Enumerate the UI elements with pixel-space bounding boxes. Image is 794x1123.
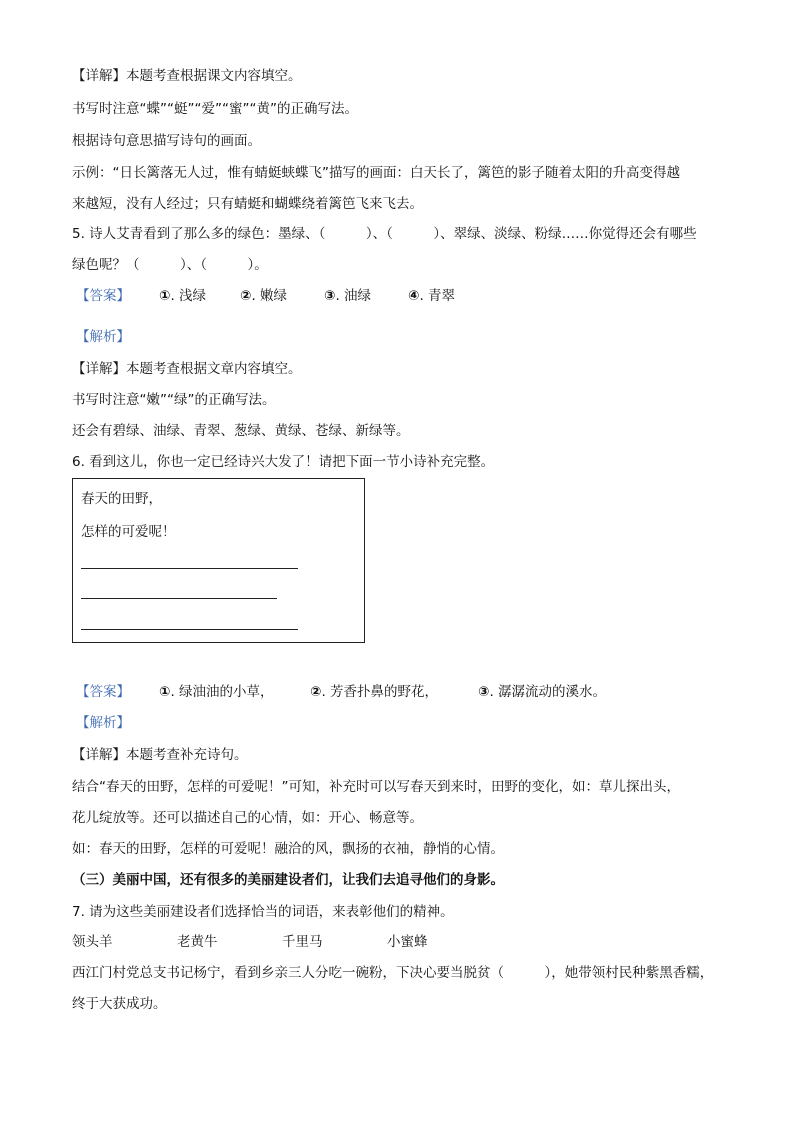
q6-example: 如：春天的田野，怎样的可爱呢！融洽的风，飘扬的衣袖，静悄的心情。	[72, 841, 504, 857]
q7-question: 7. 请为这些美丽建设者们选择恰当的词语，来表彰他们的精神。	[72, 904, 454, 920]
answer-item: ②. 芳香扑鼻的野花，	[310, 684, 439, 700]
word-option: 小蜜蜂	[387, 934, 428, 950]
word-option: 千里马	[282, 934, 323, 950]
q6-explanation-line-1: 结合“春天的田野，怎样的可爱呢！”可知，补充时可以写春天到来时，田野的变化，如：草儿探出头，	[72, 779, 680, 795]
q4-writing-note: 书写时注意“蝶”“蜓”“爱”“蜜”“黄”的正确写法。	[72, 101, 358, 117]
q4-example-line-1: 示例：“日长篱落无人过，惟有蜻蜓蛱蝶飞”描写的画面：白天长了，篱笆的影子随着太阳的升高变得越	[72, 165, 680, 181]
word-option: 领头羊	[72, 934, 113, 950]
answer-item: ④. 青翠	[408, 288, 456, 304]
q7-story-line-2: 终于大获成功。	[72, 996, 167, 1012]
q6-detail: 【详解】本题考查补充诗句。	[72, 747, 248, 763]
q4-method: 根据诗句意思描写诗句的画面。	[72, 133, 261, 149]
poem-line: 春天的田野，	[81, 491, 162, 507]
poem-blank-line	[81, 568, 298, 569]
answer-item: ③. 油绿	[324, 288, 372, 304]
answer-label: 【答案】	[76, 288, 130, 304]
answer-label: 【答案】	[76, 684, 130, 700]
answer-item: ①. 绿油油的小草，	[159, 684, 274, 700]
q5-question-line-2: 绿色呢？（ ）、（ ）。	[72, 257, 268, 273]
q5-detail: 【详解】本题考查根据文章内容填空。	[72, 361, 302, 377]
poem-line: 怎样的可爱呢！	[81, 524, 176, 540]
q7-story-line-1: 西江门村党总支书记杨宁，看到乡亲三人分吃一碗粉，下决心要当脱贫（ ），她带领村民种紫黑香糯，	[72, 965, 714, 981]
poem-box	[72, 478, 365, 643]
q4-example-line-2: 来越短，没有人经过；只有蜻蜓和蝴蝶绕着篱笆飞来飞去。	[72, 196, 423, 212]
q5-question-line-1: 5. 诗人艾青看到了那么多的绿色：墨绿、（ ）、（ ）、翠绿、淡绿、粉绿……你觉得还会有哪些	[72, 226, 697, 242]
analysis-label: 【解析】	[76, 715, 130, 731]
q5-writing-note: 书写时注意“嫩”“绿”的正确写法。	[72, 392, 276, 408]
q5-more-greens: 还会有碧绿、油绿、青翠、葱绿、黄绿、苍绿、新绿等。	[72, 423, 410, 439]
word-option: 老黄牛	[177, 934, 218, 950]
analysis-label: 【解析】	[76, 329, 130, 345]
poem-blank-line	[81, 598, 277, 599]
answer-item: ③. 潺潺流动的溪水。	[478, 684, 607, 700]
q6-question: 6. 看到这儿，你也一定已经诗兴大发了！请把下面一节小诗补充完整。	[72, 454, 495, 470]
answer-item: ②. 嫩绿	[240, 288, 288, 304]
q7-word-options	[72, 932, 472, 952]
answer-item: ①. 浅绿	[159, 288, 207, 304]
q4-detail: 【详解】本题考查根据课文内容填空。	[72, 68, 302, 84]
poem-blank-line	[81, 629, 298, 630]
part3-heading: （三）美丽中国，还有很多的美丽建设者们，让我们去追寻他们的身影。	[72, 872, 504, 888]
q6-explanation-line-2: 花儿绽放等。还可以描述自己的心情，如：开心、畅意等。	[72, 810, 423, 826]
